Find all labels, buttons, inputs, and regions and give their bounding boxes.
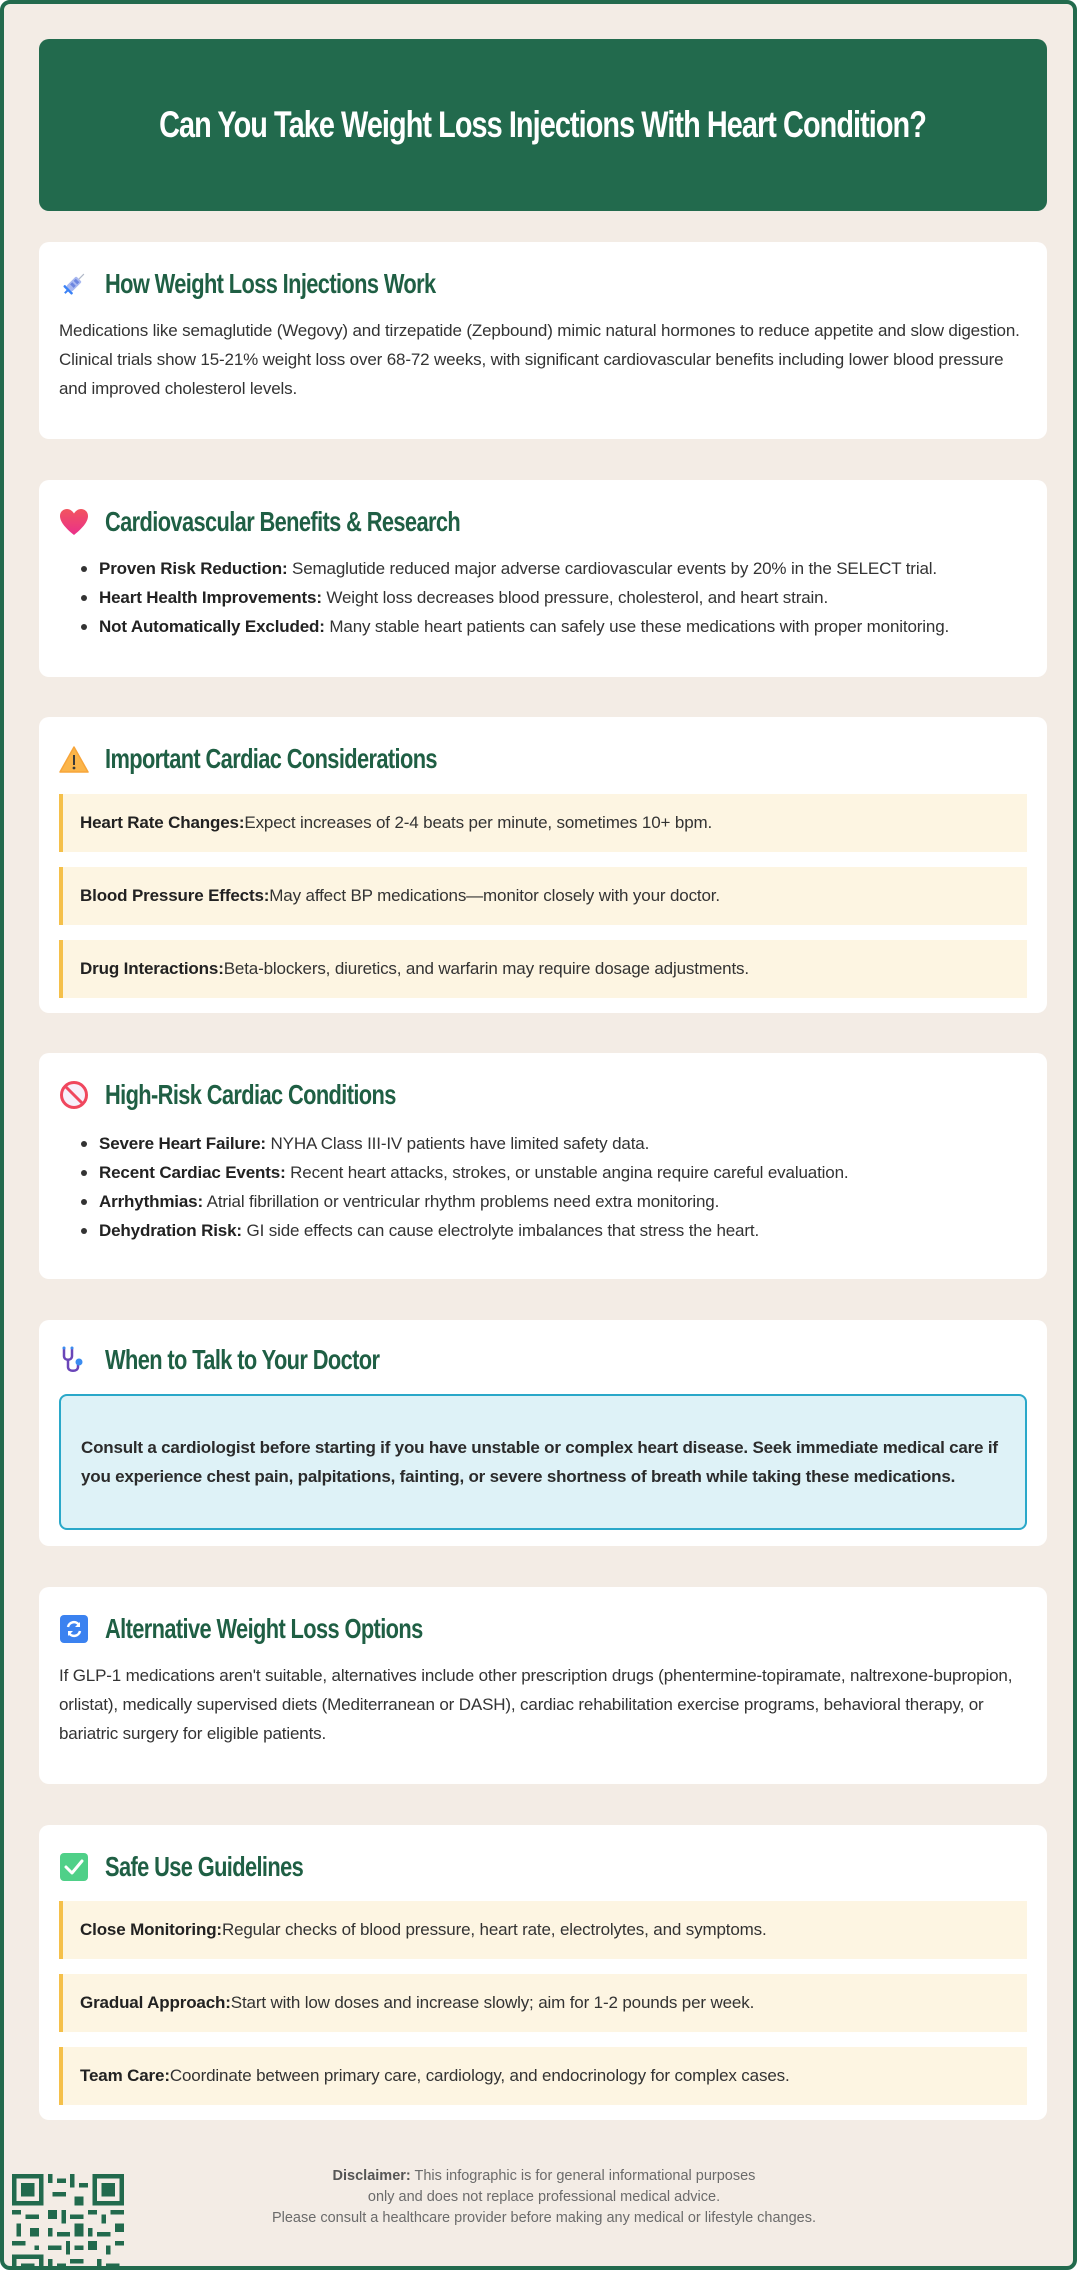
list-item [81, 1187, 1027, 1216]
heart-icon [59, 507, 89, 537]
section-how-injections-work [39, 242, 1047, 439]
disclaimer-label: Disclaimer: [332, 2168, 411, 2184]
item-label: Not Automatically Excluded: [99, 617, 325, 636]
section-body: If GLP-1 medications aren't suitable, alternatives include other prescription drugs (phentermine-topiramate, naltrexone-bupropion, orlistat), medically supervised diets (Mediterranean or DASH), cardiac rehabilitation exercise programs, behavioral therapy, or bariatric surgery for eligible patients. [59, 1666, 1013, 1743]
guidelines-list [59, 1901, 1027, 2105]
list-item [81, 612, 1027, 641]
item-text: May affect BP medications—monitor closely with your doctor. [269, 886, 720, 905]
item-text: Atrial fibrillation or ventricular rhythm problems need extra monitoring. [203, 1192, 720, 1211]
section-title: Cardiovascular Benefits & Research [105, 506, 461, 537]
item-label: Blood Pressure Effects: [80, 886, 270, 905]
section-cardiac-considerations [39, 717, 1047, 1013]
item-text: Recent heart attacks, strokes, or unstable angina require careful evaluation. [285, 1163, 849, 1182]
item-text: Expect increases of 2-4 beats per minute, sometimes 10+ bpm. [244, 813, 713, 832]
item-label: Proven Risk Reduction: [99, 559, 288, 578]
tip-item [59, 1901, 1027, 1959]
disclaimer-text: Please consult a healthcare provider before making any medical or lifestyle changes. [271, 2210, 817, 2226]
item-label: Team Care: [80, 2066, 170, 2085]
section-talk-to-doctor [39, 1320, 1047, 1546]
tip-item [59, 2047, 1027, 2105]
section-high-risk-conditions [39, 1053, 1047, 1279]
syringe-icon [59, 269, 89, 299]
tip-item [59, 940, 1027, 998]
disclaimer-text: This infographic is for general informational purposes [410, 2168, 756, 2184]
item-label: Gradual Approach: [80, 1993, 231, 2012]
section-cardiovascular-benefits [39, 480, 1047, 677]
section-body: Medications like semaglutide (Wegovy) and tirzepatide (Zepbound) mimic natural hormones to reduce appetite and slow digestion. Clinical trials show 15-21% weight loss over 68-72 weeks, with significant cardiovascular benefits including lower blood pressure and improved cholesterol levels. [59, 321, 1020, 398]
list-item [81, 1158, 1027, 1187]
stethoscope-icon [59, 1345, 89, 1375]
item-text: Semaglutide reduced major adverse cardiovascular events by 20% in the SELECT trial. [287, 559, 937, 578]
doctor-callout [59, 1394, 1027, 1530]
section-title: When to Talk to Your Doctor [105, 1344, 380, 1375]
footer [4, 2154, 1077, 2269]
disclaimer-text: only and does not replace professional medical advice. [367, 2189, 721, 2205]
check-box-icon [59, 1852, 89, 1882]
disclaimer [204, 2166, 884, 2229]
item-text: Regular checks of blood pressure, heart rate, electrolytes, and symptoms. [221, 1920, 767, 1939]
page-title: Can You Take Weight Loss Injections With Heart Condition? [159, 104, 927, 145]
section-title: Important Cardiac Considerations [105, 743, 437, 774]
item-text: Weight loss decreases blood pressure, cholesterol, and heart strain. [321, 588, 829, 607]
list-item [81, 1129, 1027, 1158]
benefits-list [59, 554, 1027, 641]
callout-text: Consult a cardiologist before starting if you have unstable or complex heart disease. Seek immediate medical care if you experience chest pain, palpitations, fainting, or severe shortness of breath while taking these medications. [81, 1438, 998, 1486]
item-label: Drug Interactions: [80, 959, 224, 978]
section-title: Safe Use Guidelines [105, 1851, 304, 1882]
section-alternative-options [39, 1587, 1047, 1784]
section-safe-use-guidelines [39, 1825, 1047, 2120]
item-label: Recent Cardiac Events: [99, 1163, 286, 1182]
item-text: Coordinate between primary care, cardiology, and endocrinology for complex cases. [169, 2066, 790, 2085]
list-item [81, 1216, 1027, 1245]
item-text: NYHA Class III-IV patients have limited safety data. [265, 1134, 650, 1153]
tip-item [59, 794, 1027, 852]
list-item [81, 583, 1027, 612]
section-title: High-Risk Cardiac Conditions [105, 1079, 396, 1110]
tip-item [59, 867, 1027, 925]
warning-icon [59, 744, 89, 774]
item-label: Close Monitoring: [80, 1920, 222, 1939]
list-item [81, 554, 1027, 583]
section-title: How Weight Loss Injections Work [105, 268, 436, 299]
considerations-list [59, 794, 1027, 998]
section-title: Alternative Weight Loss Options [105, 1613, 423, 1644]
item-label: Heart Rate Changes: [80, 813, 245, 832]
refresh-icon [59, 1614, 89, 1644]
item-label: Arrhythmias: [99, 1192, 204, 1211]
header-banner [39, 39, 1047, 211]
qr-code-icon[interactable] [12, 2174, 124, 2270]
item-label: Dehydration Risk: [99, 1221, 242, 1240]
item-text: Many stable heart patients can safely use these medications with proper monitoring. [324, 617, 950, 636]
prohibited-icon [59, 1080, 89, 1110]
item-text: GI side effects can cause electrolyte imbalances that stress the heart. [241, 1221, 760, 1240]
item-label: Heart Health Improvements: [99, 588, 322, 607]
item-text: Beta-blockers, diuretics, and warfarin may require dosage adjustments. [223, 959, 749, 978]
item-label: Severe Heart Failure: [99, 1134, 266, 1153]
high-risk-list [59, 1129, 1027, 1245]
tip-item [59, 1974, 1027, 2032]
item-text: Start with low doses and increase slowly; aim for 1-2 pounds per week. [230, 1993, 755, 2012]
